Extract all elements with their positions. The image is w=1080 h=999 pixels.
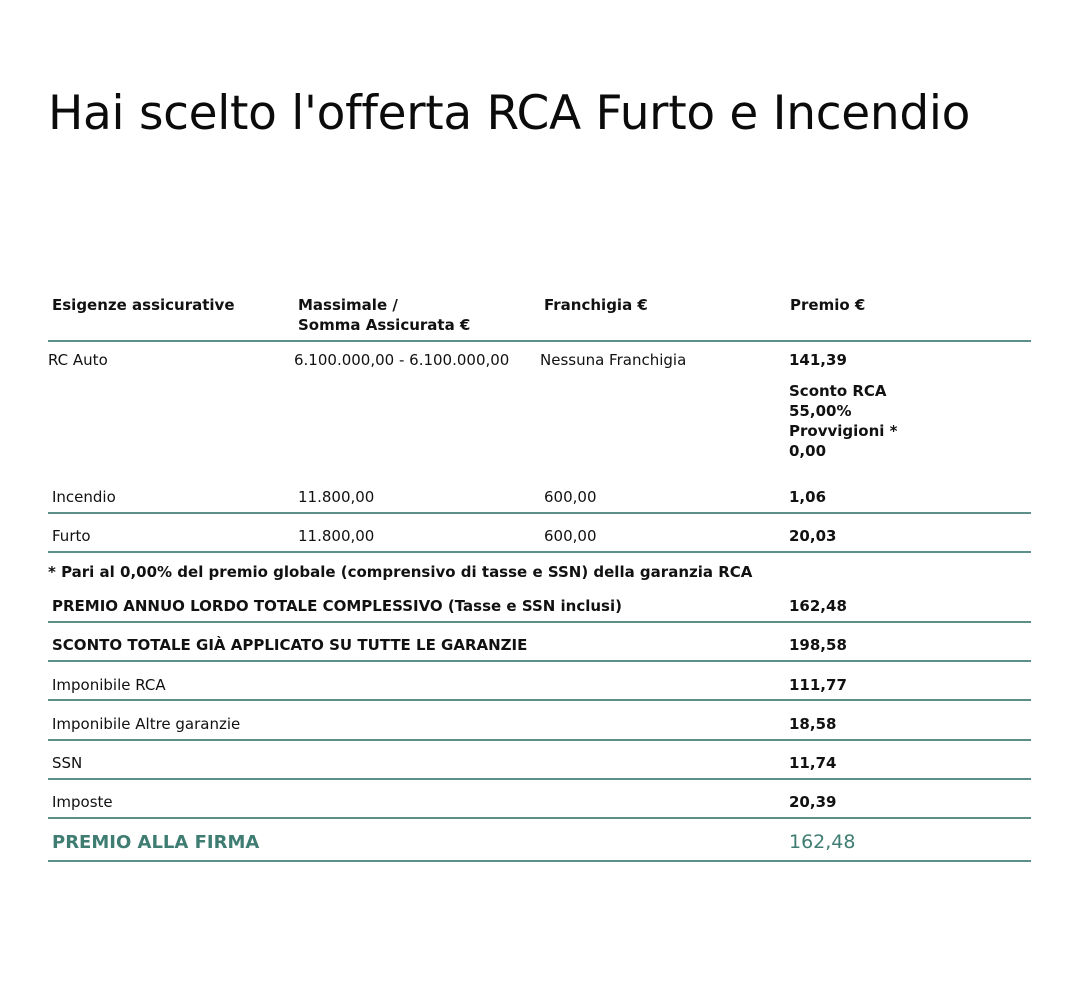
row-furto-massimale: 11.800,00 <box>298 527 375 545</box>
summary-divider <box>48 739 1031 741</box>
summary-sconto-totale-value: 198,58 <box>789 636 847 654</box>
header-premio: Premio € <box>790 296 866 314</box>
summary-imponibile-rca-label: Imponibile RCA <box>52 676 166 694</box>
summary-premio-annuo-label: PREMIO ANNUO LORDO TOTALE COMPLESSIVO (Tasse e SSN inclusi) <box>52 597 622 615</box>
row-rc-auto-premio: 141,39 <box>789 351 847 369</box>
summary-divider <box>48 778 1031 780</box>
summary-divider <box>48 621 1031 623</box>
row-rc-auto-sconto-label: Sconto RCA <box>789 382 887 400</box>
premio-alla-firma-label: PREMIO ALLA FIRMA <box>52 832 260 853</box>
row-rc-auto-massimale: 6.100.000,00 - 6.100.000,00 <box>294 351 510 369</box>
row-incendio-franchigia: 600,00 <box>544 488 597 506</box>
row-incendio-massimale: 11.800,00 <box>298 488 375 506</box>
header-divider <box>48 340 1031 342</box>
header-massimale-line1: Massimale / <box>298 296 398 314</box>
summary-ssn-label: SSN <box>52 754 83 772</box>
summary-premio-annuo-value: 162,48 <box>789 597 847 615</box>
summary-imponibile-altre-label: Imponibile Altre garanzie <box>52 715 241 733</box>
row-rc-auto-provvigioni-value: 0,00 <box>789 442 827 460</box>
header-massimale-line2: Somma Assicurata € <box>298 316 471 334</box>
summary-imponibile-rca-value: 111,77 <box>789 676 847 694</box>
summary-divider <box>48 817 1031 819</box>
summary-divider <box>48 699 1031 701</box>
summary-imposte-value: 20,39 <box>789 793 837 811</box>
row-rc-auto-name: RC Auto <box>48 351 108 369</box>
header-franchigia: Franchigia € <box>544 296 648 314</box>
row-divider <box>48 512 1031 514</box>
row-divider <box>48 551 1031 553</box>
page-title: Hai scelto l'offerta RCA Furto e Incendio <box>48 86 971 141</box>
row-furto-franchigia: 600,00 <box>544 527 597 545</box>
summary-ssn-value: 11,74 <box>789 754 837 772</box>
footnote: * Pari al 0,00% del premio globale (comprensivo di tasse e SSN) della garanzia RCA <box>48 563 753 581</box>
summary-imponibile-altre-value: 18,58 <box>789 715 837 733</box>
header-esigenze: Esigenze assicurative <box>52 296 235 314</box>
summary-imposte-label: Imposte <box>52 793 113 811</box>
summary-sconto-totale-label: SCONTO TOTALE GIÀ APPLICATO SU TUTTE LE GARANZIE <box>52 636 528 654</box>
premio-alla-firma-value: 162,48 <box>789 831 856 853</box>
row-incendio-name: Incendio <box>52 488 116 506</box>
summary-divider <box>48 660 1031 662</box>
row-incendio-premio: 1,06 <box>789 488 827 506</box>
row-furto-premio: 20,03 <box>789 527 837 545</box>
row-rc-auto-franchigia: Nessuna Franchigia <box>540 351 687 369</box>
firma-divider <box>48 860 1031 862</box>
row-rc-auto-provvigioni-label: Provvigioni * <box>789 422 898 440</box>
row-rc-auto-sconto-value: 55,00% <box>789 402 852 420</box>
row-furto-name: Furto <box>52 527 91 545</box>
